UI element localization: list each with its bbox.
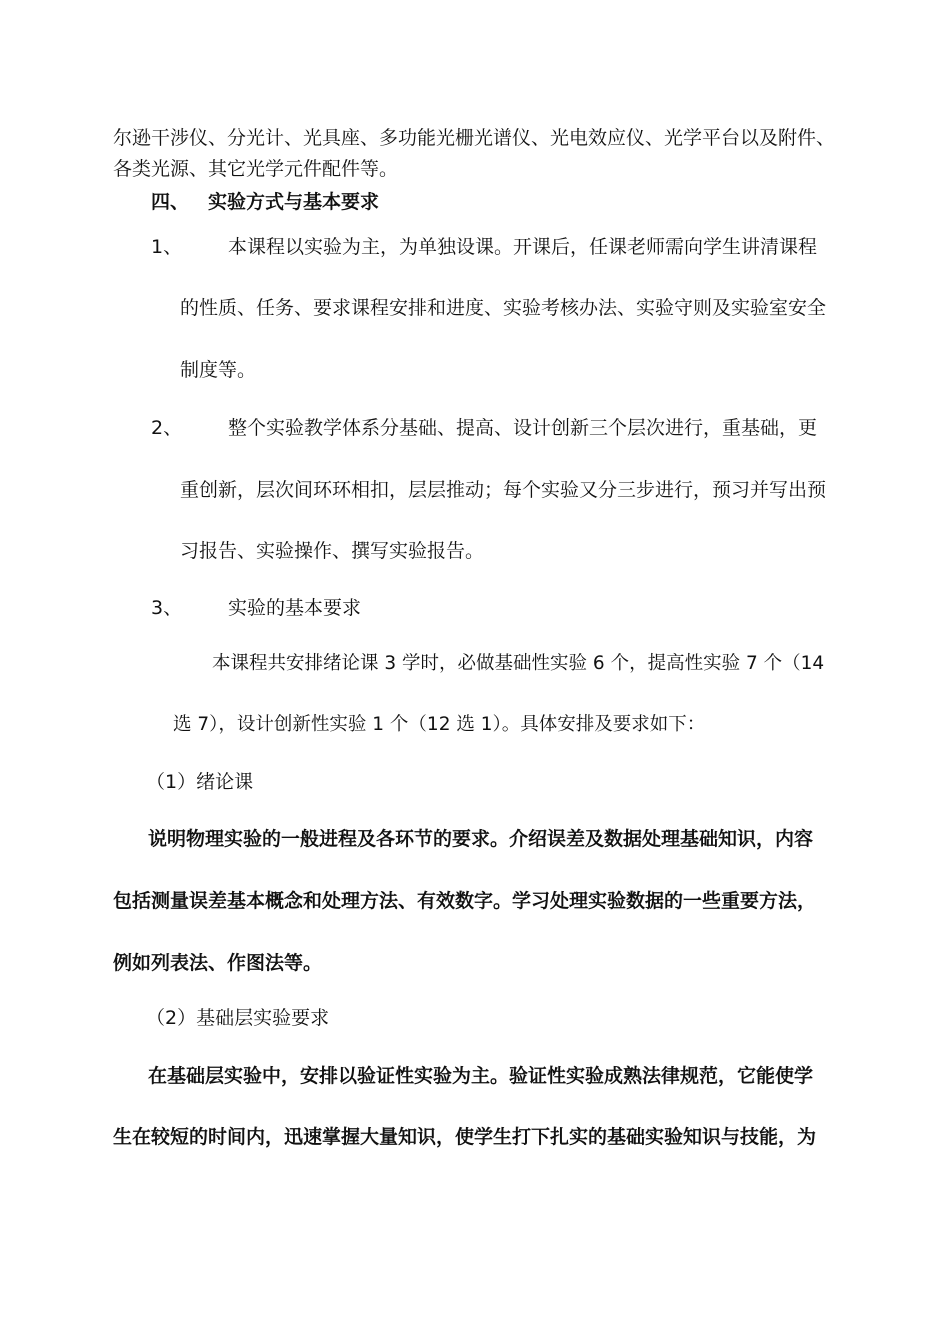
item-2-line-1: 整个实验教学体系分基础、提高、设计创新三个层次进行，重基础，更	[228, 417, 818, 439]
arrangement-line-1: 本课程共安排绪论课 3 学时，必做基础性实验 6 个，提高性实验 7 个（14	[212, 653, 825, 674]
item-3-number: 3、	[151, 597, 183, 619]
sub-1-heading: （1）绪论课	[146, 771, 254, 793]
intro-line-1: 尔逊干涉仪、分光计、光具座、多功能光栅光谱仪、光电效应仪、光学平台以及附件、	[113, 127, 836, 149]
sub-1-line-1: 说明物理实验的一般进程及各环节的要求。介绍误差及数据处理基础知识，内容	[148, 828, 814, 850]
item-1-line-3: 制度等。	[180, 359, 257, 381]
section-4-title: 实验方式与基本要求	[208, 191, 380, 213]
sub-1-line-2: 包括测量误差基本概念和处理方法、有效数字。学习处理实验数据的一些重要方法，	[113, 890, 817, 912]
item-2-line-3: 习报告、实验操作、撰写实验报告。	[180, 540, 485, 562]
item-3-line-1: 实验的基本要求	[228, 597, 362, 619]
item-2-number: 2、	[151, 417, 183, 439]
item-1-number: 1、	[151, 236, 183, 258]
item-1-line-2: 的性质、任务、要求课程安排和进度、实验考核办法、实验守则及实验室安全	[180, 297, 827, 319]
sub-2-line-1: 在基础层实验中，安排以验证性实验为主。验证性实验成熟法律规范，它能使学	[148, 1065, 814, 1087]
arrangement-line-2: 选 7），设计创新性实验 1 个（12 选 1）。具体安排及要求如下：	[173, 714, 706, 735]
item-2-line-2: 重创新，层次间环环相扣，层层推动；每个实验又分三步进行，预习并写出预	[180, 479, 827, 501]
item-1-line-1: 本课程以实验为主，为单独设课。开课后，任课老师需向学生讲清课程	[228, 236, 818, 258]
sub-2-line-2: 生在较短的时间内，迅速掌握大量知识，使学生打下扎实的基础实验知识与技能，为	[113, 1126, 817, 1148]
intro-line-2: 各类光源、其它光学元件配件等。	[113, 158, 399, 180]
sub-1-line-3: 例如列表法、作图法等。	[113, 952, 323, 974]
section-4-number: 四、	[151, 191, 190, 213]
sub-2-heading: （2）基础层实验要求	[146, 1007, 330, 1029]
